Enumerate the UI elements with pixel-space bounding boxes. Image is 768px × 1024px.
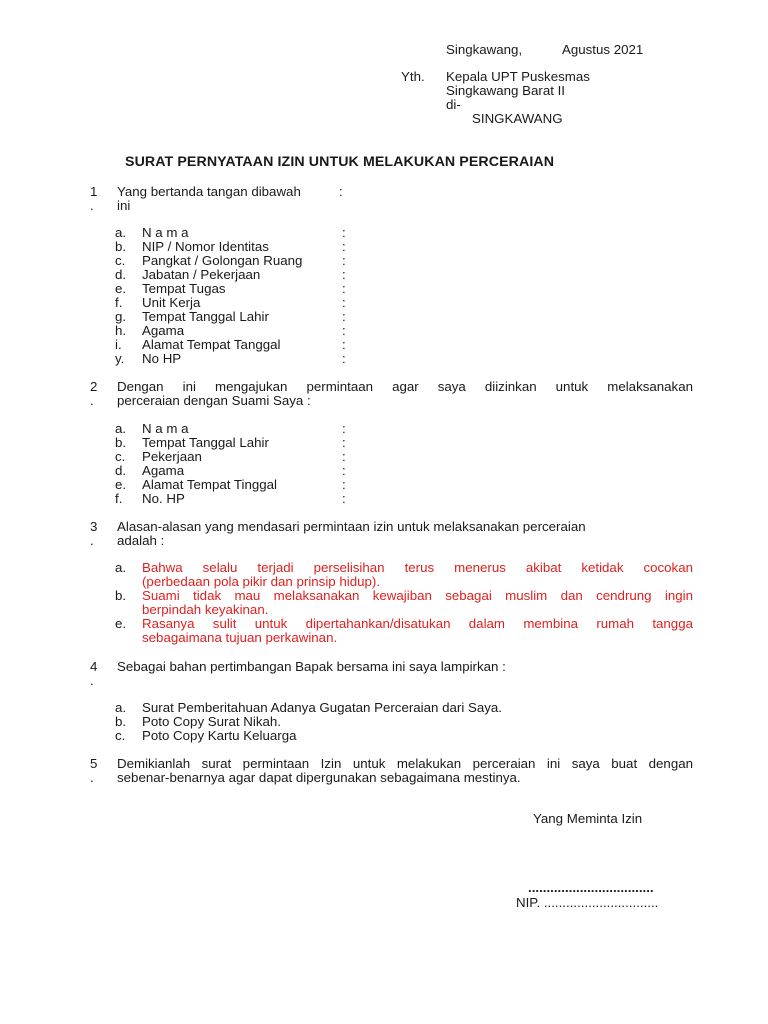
list-label: Agama [142,463,185,478]
list-letter: c. [115,449,126,464]
letter-date: Agustus 2021 [562,42,644,57]
field-colon: : [342,309,346,324]
list-label: Pangkat / Golongan Ruang [142,253,303,268]
list-letter: b. [115,435,127,450]
reason-letter: a. [115,560,127,575]
addressee-label: Yth. [401,69,425,84]
signature-name-line: .................................. [528,880,654,895]
section-1-intro-cont: ini [117,198,131,213]
list-letter: y. [115,351,125,366]
list-label: Pekerjaan [142,449,202,464]
list-label: NIP / Nomor Identitas [142,239,269,254]
section-3-number-dot: . [90,533,94,548]
field-colon: : [342,351,346,366]
field-colon: : [342,267,346,282]
list-label: Jabatan / Pekerjaan [142,267,261,282]
list-label: Poto Copy Surat Nikah. [142,714,281,729]
list-letter: c. [115,728,126,743]
list-label: Tempat Tugas [142,281,226,296]
section-3-text-line-1: Alasan-alasan yang mendasari permintaan izin untuk melaksanakan perceraian [117,519,586,534]
reason-text [142,561,693,589]
list-label: Poto Copy Kartu Keluarga [142,728,297,743]
reason-line-1: Rasanya sulit untuk dipertahankan/disatukan dalam membina rumah tangga [142,616,693,631]
section-1-number: 1 [90,184,98,199]
list-letter: d. [115,267,127,282]
section-3-number: 3 [90,519,98,534]
section-2-number: 2 [90,379,98,394]
list-letter: e. [115,281,127,296]
list-label: Tempat Tanggal Lahir [142,309,269,324]
list-letter: b. [115,239,127,254]
list-label: No. HP [142,491,185,506]
section-2-number-dot: . [90,393,94,408]
field-colon: : [342,239,346,254]
list-label: N a m a [142,225,189,240]
signature-nip-line: NIP. ............................... [516,895,659,910]
field-colon: : [342,491,346,506]
list-label: Surat Pemberitahuan Adanya Gugatan Perceraian dari Saya. [142,700,502,715]
field-colon: : [342,449,346,464]
list-label: Agama [142,323,185,338]
section-4-number-dot: . [90,673,94,688]
reason-letter: b. [115,588,127,603]
field-colon: : [342,225,346,240]
signature-closing: Yang Meminta Izin [533,811,643,826]
reason-text [142,617,693,645]
list-letter: i. [115,337,122,352]
addressee-city: SINGKAWANG [472,111,563,126]
reason-item [115,561,693,589]
list-letter: d. [115,463,127,478]
list-letter: g. [115,309,127,324]
section-5-number: 5 [90,756,98,771]
section-3-text-line-2: adalah : [117,533,165,548]
section-4-number: 4 [90,659,98,674]
list-letter: f. [115,295,123,310]
field-colon: : [342,477,346,492]
list-label: Alamat Tempat Tinggal [142,477,278,492]
section-2-text [117,380,693,394]
place-city: Singkawang, [446,42,523,57]
section-5-text-line-1: Demikianlah surat permintaan Izin untuk melakukan perceraian ini saya buat dengan [117,756,693,771]
reason-line-1: Suami tidak mau melaksanakan kewajiban sebagai muslim dan cendrung ingin [142,588,693,603]
list-letter: a. [115,700,127,715]
list-label: N a m a [142,421,189,436]
list-letter: h. [115,323,127,338]
section-5-number-dot: . [90,770,94,785]
field-colon: : [342,337,346,352]
section-1-intro-colon: : [339,184,343,199]
list-letter: e. [115,477,127,492]
field-colon: : [342,253,346,268]
section-4-text: Sebagai bahan pertimbangan Bapak bersama ini saya lampirkan : [117,659,506,674]
list-label: Tempat Tanggal Lahir [142,435,269,450]
addressee-line-2: Singkawang Barat II [446,83,566,98]
field-colon: : [342,323,346,338]
document-title: SURAT PERNYATAAN IZIN UNTUK MELAKUKAN PERCERAIAN [125,154,555,170]
list-letter: a. [115,225,127,240]
list-label: Unit Kerja [142,295,201,310]
field-colon: : [342,295,346,310]
section-2-text-line-2: perceraian dengan Suami Saya : [117,393,311,408]
field-colon: : [342,435,346,450]
list-letter: a. [115,421,127,436]
reason-line-2: sebagaimana tujuan perkawinan. [142,630,338,645]
field-colon: : [342,421,346,436]
addressee-line-1: Kepala UPT Puskesmas [446,69,590,84]
list-letter: f. [115,491,123,506]
section-5-text-line-2: sebenar-benarnya agar dapat dipergunakan sebagaimana mestinya. [117,770,521,785]
reason-item [115,589,693,617]
section-2-text-line-1: Dengan ini mengajukan permintaan agar saya diizinkan untuk melaksanakan [117,379,693,394]
addressee-line-3: di- [446,97,461,112]
reason-letter: e. [115,616,127,631]
reason-text [142,589,693,617]
field-colon: : [342,281,346,296]
list-label: No HP [142,351,182,366]
list-label: Alamat Tempat Tanggal [142,337,281,352]
reason-line-1: Bahwa selalu terjadi perselisihan terus menerus akibat ketidak cocokan [142,560,693,575]
section-1-intro: Yang bertanda tangan dibawah [117,184,301,199]
reason-line-2: (perbedaan pola pikir dan prinsip hidup). [142,574,381,589]
reason-line-2: berpindah keyakinan. [142,602,269,617]
reason-item [115,617,693,645]
field-colon: : [342,463,346,478]
list-letter: c. [115,253,126,268]
section-1-number-dot: . [90,198,94,213]
list-letter: b. [115,714,127,729]
